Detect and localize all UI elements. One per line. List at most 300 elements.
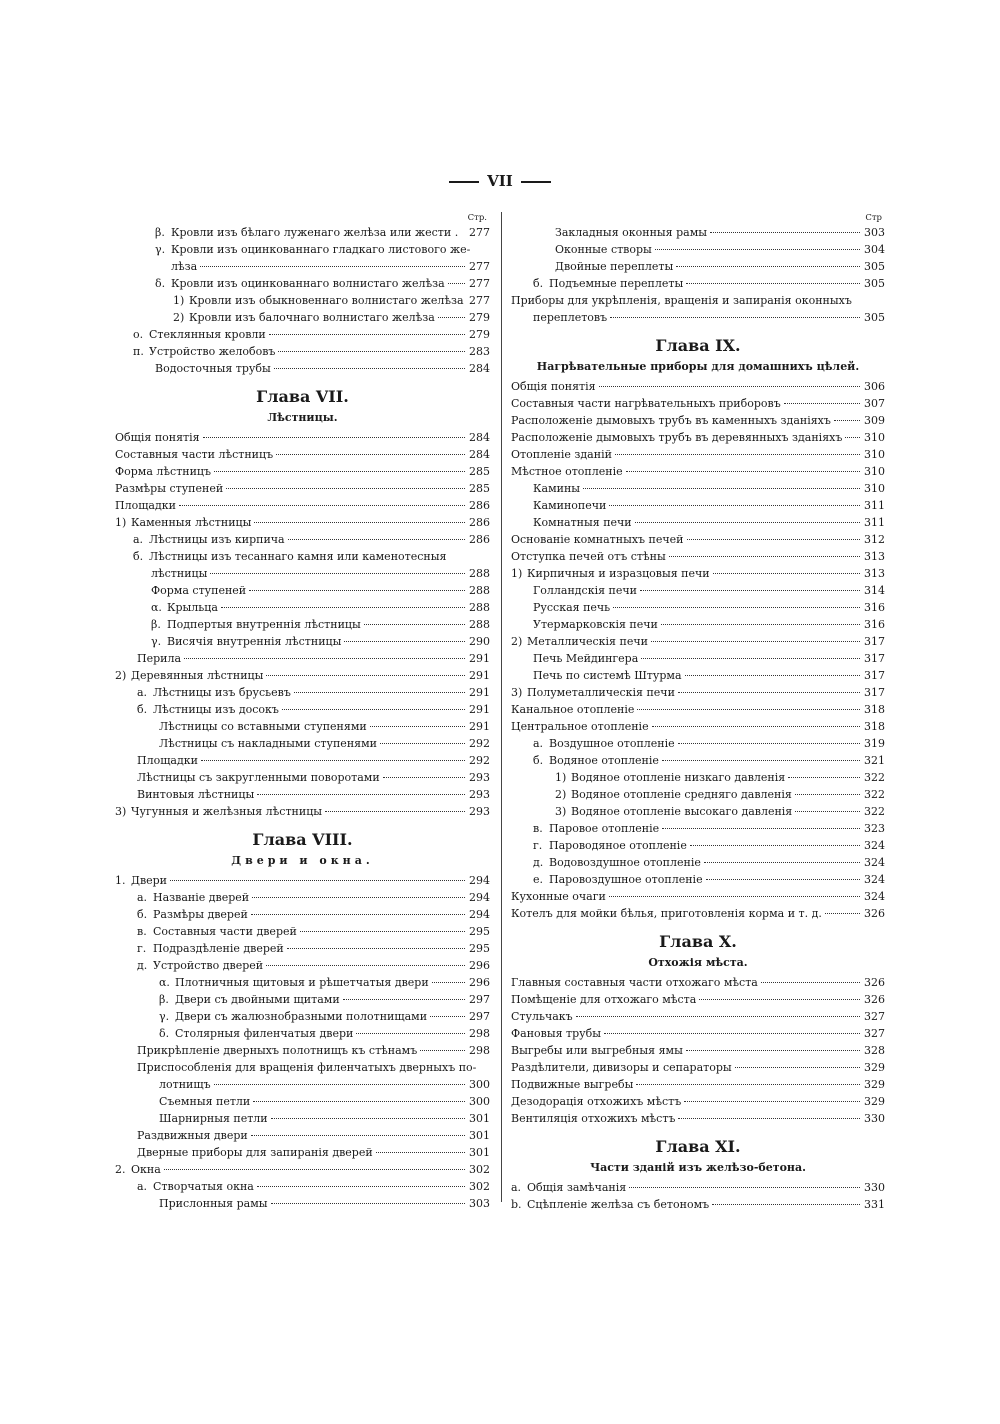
toc-entry[interactable]: [115, 514, 490, 531]
entry-title: Подраздѣленіе дверей: [153, 942, 284, 955]
dot-leader: [686, 283, 860, 284]
dot-leader: [690, 845, 860, 846]
entry-marker: б.: [533, 754, 544, 767]
entry-marker: 2): [115, 669, 127, 682]
dot-leader: [356, 1033, 465, 1034]
entry-page-number: 298: [469, 1044, 490, 1057]
toc-entry[interactable]: [511, 803, 885, 820]
dot-leader: [170, 880, 465, 881]
entry-page-number: 296: [469, 959, 490, 972]
entry-title: Двойные переплеты: [555, 260, 674, 273]
dot-leader: [678, 692, 860, 693]
entry-title: Канальное отопленіе: [511, 703, 635, 716]
entry-title: Подъемные переплеты: [549, 277, 684, 290]
toc-entry[interactable]: [511, 974, 885, 991]
entry-title: Кровли изъ балочнаго волнистаго желѣза: [189, 311, 435, 324]
toc-entry[interactable]: [511, 241, 885, 258]
dot-leader: [640, 590, 860, 591]
entry-page-number: 324: [864, 890, 885, 903]
entry-title: Площадки: [137, 754, 198, 767]
entry-title: Подвижные выгребы: [511, 1078, 634, 1091]
toc-entry[interactable]: [511, 378, 885, 395]
entry-title: Сцѣпленіе желѣза съ бетономъ: [527, 1198, 710, 1211]
entry-title: Выгребы или выгребныя ямы: [511, 1044, 683, 1057]
entry-title: Отступка печей отъ стѣны: [511, 550, 666, 563]
entry-page-number: 288: [469, 584, 490, 597]
toc-entry[interactable]: [115, 548, 490, 565]
entry-marker: γ.: [151, 635, 162, 648]
dot-leader: [364, 624, 465, 625]
entry-page-number: 329: [864, 1078, 885, 1091]
toc-entry[interactable]: [511, 224, 885, 241]
dot-leader: [655, 249, 860, 250]
toc-entry[interactable]: [115, 463, 490, 480]
dot-leader: [282, 709, 465, 710]
toc-entry[interactable]: [115, 906, 490, 923]
page-number: [0, 172, 1000, 190]
entry-title: Каминопечи: [533, 499, 607, 512]
toc-entry[interactable]: [115, 1025, 490, 1042]
dot-leader: [706, 879, 860, 880]
entry-marker: б.: [133, 550, 144, 563]
toc-entry[interactable]: [115, 974, 490, 991]
entry-title: Форма ступеней: [151, 584, 247, 597]
entry-page-number: 295: [469, 925, 490, 938]
entry-marker: α.: [151, 601, 162, 614]
dot-leader: [662, 828, 860, 829]
dot-leader: [583, 488, 860, 489]
entry-page-number: 310: [864, 465, 885, 478]
dot-leader: [249, 590, 465, 591]
toc-entry[interactable]: [115, 650, 490, 667]
entry-page-number: 294: [469, 891, 490, 904]
toc-entry[interactable]: [115, 531, 490, 548]
entry-title: Лѣстницы со вставными ступенями: [159, 720, 367, 733]
dot-leader: [604, 1033, 860, 1034]
toc-entry[interactable]: [115, 684, 490, 701]
entry-page-number: 277: [469, 226, 490, 239]
toc-entry[interactable]: [511, 1110, 885, 1127]
toc-entry[interactable]: [511, 275, 885, 292]
toc-entry[interactable]: [115, 326, 490, 343]
entry-page-number: 317: [864, 652, 885, 665]
toc-entry[interactable]: [115, 786, 490, 803]
toc-entry[interactable]: [115, 735, 490, 752]
dot-leader: [288, 539, 465, 540]
toc-entry[interactable]: [115, 1178, 490, 1195]
entry-page-number: 312: [864, 533, 885, 546]
toc-entry[interactable]: [115, 1110, 490, 1127]
entry-title: Комнатныя печи: [533, 516, 632, 529]
toc-entry[interactable]: [511, 480, 885, 497]
toc-entry[interactable]: [511, 854, 885, 871]
entry-title: Каменныя лѣстницы: [131, 516, 252, 529]
entry-page-number: 317: [864, 635, 885, 648]
toc-entry[interactable]: [115, 343, 490, 360]
toc-entry[interactable]: [511, 446, 885, 463]
toc-entry[interactable]: [115, 241, 490, 258]
entry-title: Общія понятія: [115, 431, 200, 444]
dot-leader: [438, 317, 465, 318]
entry-page-number: 288: [469, 618, 490, 631]
entry-title: Двери: [131, 874, 168, 887]
dot-leader: [383, 777, 465, 778]
toc-entry[interactable]: [511, 701, 885, 718]
dot-leader: [710, 232, 860, 233]
entry-title: Закладныя оконныя рамы: [555, 226, 708, 239]
toc-entry[interactable]: [115, 258, 490, 275]
entry-page-number: 284: [469, 362, 490, 375]
toc-entry[interactable]: [115, 667, 490, 684]
toc-entry[interactable]: [511, 786, 885, 803]
entry-title: Водяное отопленіе высокаго давленія: [571, 805, 793, 818]
entry-title: Форма лѣстницъ: [115, 465, 212, 478]
toc-entry[interactable]: [511, 650, 885, 667]
toc-entry[interactable]: [511, 1093, 885, 1110]
entry-title: Водяное отопленіе: [549, 754, 659, 767]
entry-title: Висячія внутреннія лѣстницы: [167, 635, 342, 648]
toc-entry[interactable]: [115, 940, 490, 957]
entry-page-number: 305: [864, 260, 885, 273]
entry-title: Створчатыя окна: [153, 1180, 254, 1193]
entry-page-number: 302: [469, 1180, 490, 1193]
entry-page-number: 286: [469, 499, 490, 512]
entry-page-number: 326: [864, 907, 885, 920]
entry-title: Голландскія печи: [533, 584, 637, 597]
entry-title: Центральное отопленіе: [511, 720, 649, 733]
entry-page-number: 301: [469, 1112, 490, 1125]
page-number-text: VII: [487, 172, 513, 190]
dot-leader: [432, 982, 465, 983]
toc-entry[interactable]: [115, 497, 490, 514]
entry-page-number: 329: [864, 1095, 885, 1108]
entry-page-number: 301: [469, 1146, 490, 1159]
entry-title: Кровли изъ бѣлаго луженаго желѣза или жести .: [171, 226, 459, 239]
entry-marker: г.: [533, 839, 543, 852]
dot-leader: [687, 539, 860, 540]
entry-page-number: 317: [864, 686, 885, 699]
toc-entry[interactable]: [511, 599, 885, 616]
toc-entry[interactable]: [115, 446, 490, 463]
entry-title: Перила: [137, 652, 182, 665]
toc-entry[interactable]: [511, 1008, 885, 1025]
entry-page-number: 304: [864, 243, 885, 256]
toc-entry[interactable]: [115, 582, 490, 599]
entry-marker: 2): [173, 311, 185, 324]
entry-page-number: 310: [864, 448, 885, 461]
entry-title: Печь Мейдингера: [533, 652, 639, 665]
dot-leader: [325, 811, 465, 812]
dot-leader: [343, 999, 465, 1000]
toc-entry[interactable]: [115, 360, 490, 377]
entry-title: Водовоздушное отопленіе: [549, 856, 701, 869]
dot-leader: [685, 675, 860, 676]
dot-leader: [609, 896, 860, 897]
entry-page-number: 309: [864, 414, 885, 427]
dot-leader: [576, 1016, 860, 1017]
toc-entry[interactable]: [115, 275, 490, 292]
dot-leader: [761, 982, 860, 983]
toc-entry[interactable]: [115, 1008, 490, 1025]
entry-title: Котелъ для мойки бѣлья, приготовленія корма и т. д.: [511, 907, 822, 920]
toc-entry[interactable]: [115, 1042, 490, 1059]
entry-title: Кровли изъ оцинкованнаго гладкаго листового же-: [171, 243, 471, 256]
dot-leader: [420, 1050, 465, 1051]
entry-title: Печь по системѣ Штурма: [533, 669, 682, 682]
entry-title: Раздвижныя двери: [137, 1129, 248, 1142]
right-dash: [521, 181, 551, 183]
toc-entry[interactable]: [511, 463, 885, 480]
toc-entry[interactable]: [511, 667, 885, 684]
toc-entry[interactable]: [115, 752, 490, 769]
entry-marker: γ.: [155, 243, 166, 256]
entry-page-number: 300: [469, 1095, 490, 1108]
entry-title: Дверные приборы для запиранія дверей: [137, 1146, 373, 1159]
dot-leader: [637, 709, 860, 710]
dot-leader: [266, 675, 465, 676]
entry-page-number: 288: [469, 601, 490, 614]
toc-entry[interactable]: [511, 309, 885, 326]
entry-page-number: 297: [469, 993, 490, 1006]
dot-leader: [221, 607, 465, 608]
toc-entry[interactable]: [115, 599, 490, 616]
toc-entry[interactable]: [115, 1161, 490, 1178]
toc-entry[interactable]: [511, 684, 885, 701]
entry-title: Фановыя трубы: [511, 1027, 602, 1040]
entry-page-number: 288: [469, 567, 490, 580]
dot-leader: [684, 1101, 860, 1102]
entry-title: Помѣщеніе для отхожаго мѣста: [511, 993, 697, 1006]
toc-list-right: [511, 224, 885, 1213]
entry-marker: 1.: [115, 874, 126, 887]
entry-page-number: 286: [469, 516, 490, 529]
entry-marker: б.: [137, 908, 148, 921]
toc-entry[interactable]: [115, 633, 490, 650]
entry-marker: б.: [137, 703, 148, 716]
entry-marker: б.: [533, 277, 544, 290]
entry-marker: 2): [511, 635, 523, 648]
entry-title: Шарнирныя петли: [159, 1112, 268, 1125]
entry-marker: δ.: [155, 277, 166, 290]
dot-leader: [678, 743, 860, 744]
entry-page-number: 284: [469, 431, 490, 444]
entry-page-number: 279: [469, 328, 490, 341]
entry-marker: а.: [137, 686, 148, 699]
dot-leader: [164, 1169, 465, 1170]
toc-entry[interactable]: [511, 1196, 885, 1213]
entry-title: Стеклянныя кровли: [149, 328, 266, 341]
entry-page-number: 330: [864, 1181, 885, 1194]
entry-page-number: 319: [864, 737, 885, 750]
dot-leader: [641, 658, 860, 659]
entry-title: Размѣры ступеней: [115, 482, 224, 495]
toc-entry[interactable]: [115, 769, 490, 786]
entry-title: Приспособленія для вращенія филенчатыхъ дверныхъ по-: [137, 1061, 477, 1074]
toc-entry[interactable]: [511, 905, 885, 922]
toc-entry[interactable]: [115, 923, 490, 940]
toc-entry[interactable]: [511, 582, 885, 599]
toc-entry[interactable]: [511, 548, 885, 565]
toc-entry[interactable]: [115, 292, 490, 309]
entry-page-number: 311: [864, 516, 885, 529]
entry-page-number: 291: [469, 703, 490, 716]
entry-title: Чугунныя и желѣзныя лѣстницы: [131, 805, 323, 818]
toc-entry[interactable]: [115, 1059, 490, 1076]
dot-leader: [254, 522, 465, 523]
entry-title: Лѣстницы изъ досокъ: [153, 703, 279, 716]
entry-page-number: 294: [469, 874, 490, 887]
entry-title: Окна: [131, 1163, 161, 1176]
toc-entry[interactable]: [115, 957, 490, 974]
left-dash: [449, 181, 479, 183]
toc-entry[interactable]: [511, 735, 885, 752]
dot-leader: [251, 1135, 465, 1136]
dot-leader: [662, 760, 860, 761]
dot-leader: [834, 420, 860, 421]
entry-marker: 1): [173, 294, 185, 307]
toc-entry[interactable]: [511, 752, 885, 769]
dot-leader: [253, 1101, 465, 1102]
dot-leader: [380, 743, 465, 744]
toc-entry[interactable]: [511, 565, 885, 582]
toc-entry[interactable]: [115, 565, 490, 582]
dot-leader: [214, 1084, 465, 1085]
dot-leader: [210, 573, 465, 574]
toc-entry[interactable]: [511, 633, 885, 650]
dot-leader: [252, 897, 465, 898]
dot-leader: [795, 794, 860, 795]
entry-title: Кровли изъ обыкновеннаго волнистаго желѣза: [189, 294, 464, 307]
toc-entry[interactable]: [511, 769, 885, 786]
toc-entry[interactable]: [511, 1076, 885, 1093]
entry-page-number: 293: [469, 771, 490, 784]
entry-page-number: 298: [469, 1027, 490, 1040]
entry-page-number: 317: [864, 669, 885, 682]
dot-leader: [287, 948, 465, 949]
toc-entry[interactable]: [511, 412, 885, 429]
entry-page-number: 294: [469, 908, 490, 921]
toc-entry[interactable]: [115, 224, 490, 241]
entry-title: Общія понятія: [511, 380, 596, 393]
toc-entry[interactable]: [115, 991, 490, 1008]
toc-entry[interactable]: [115, 1127, 490, 1144]
entry-title: Съемныя петли: [159, 1095, 251, 1108]
toc-entry[interactable]: [511, 1025, 885, 1042]
dot-leader: [609, 505, 860, 506]
dot-leader: [274, 368, 465, 369]
dot-leader: [276, 454, 465, 455]
entry-title: Расположеніе дымовыхъ трубъ въ каменныхъ зданіяхъ: [511, 414, 831, 427]
right-column: [511, 212, 885, 1213]
dot-leader: [344, 641, 465, 642]
toc-entry[interactable]: [511, 991, 885, 1008]
chapter-subtitle: Лѣстницы.: [267, 411, 338, 424]
entry-marker: 1): [555, 771, 567, 784]
entry-page-number: 291: [469, 652, 490, 665]
toc-entry[interactable]: [511, 497, 885, 514]
dot-leader: [610, 317, 860, 318]
toc-entry[interactable]: [511, 292, 885, 309]
toc-entry[interactable]: [115, 309, 490, 326]
toc-entry[interactable]: [115, 1195, 490, 1212]
entry-page-number: 291: [469, 720, 490, 733]
chapter-subtitle: Части зданій изъ желѣзо-бетона.: [590, 1161, 806, 1174]
dot-leader: [278, 351, 465, 352]
toc-entry[interactable]: [511, 1179, 885, 1196]
entry-page-number: 324: [864, 873, 885, 886]
entry-marker: 1): [511, 567, 523, 580]
toc-entry[interactable]: [511, 395, 885, 412]
toc-entry[interactable]: [511, 871, 885, 888]
toc-entry[interactable]: [115, 718, 490, 735]
dot-leader: [294, 692, 465, 693]
entry-marker: β.: [159, 993, 169, 1006]
toc-entry[interactable]: [511, 514, 885, 531]
page-column-label: Стр.: [467, 213, 487, 223]
entry-page-number: 293: [469, 788, 490, 801]
toc-entry[interactable]: [115, 803, 490, 820]
dot-leader: [669, 556, 860, 557]
dot-leader: [795, 811, 860, 812]
toc-entry[interactable]: [511, 531, 885, 548]
entry-page-number: 330: [864, 1112, 885, 1125]
toc-entry[interactable]: [511, 258, 885, 275]
toc-entry[interactable]: [115, 872, 490, 889]
entry-marker: д.: [137, 959, 148, 972]
toc-entry[interactable]: [511, 820, 885, 837]
entry-page-number: 310: [864, 431, 885, 444]
entry-title: Винтовыя лѣстницы: [137, 788, 255, 801]
entry-page-number: 293: [469, 805, 490, 818]
toc-entry[interactable]: [115, 889, 490, 906]
toc-entry[interactable]: [115, 616, 490, 633]
toc-entry[interactable]: [511, 616, 885, 633]
entry-page-number: 306: [864, 380, 885, 393]
dot-leader: [636, 1084, 860, 1085]
entry-title: Металлическія печи: [527, 635, 648, 648]
toc-entry[interactable]: [511, 429, 885, 446]
dot-leader: [678, 1118, 860, 1119]
toc-entry[interactable]: [115, 429, 490, 446]
toc-entry[interactable]: [115, 480, 490, 497]
entry-page-number: 310: [864, 482, 885, 495]
toc-entry[interactable]: [511, 837, 885, 854]
entry-title: Водяное отопленіе средняго давленія: [571, 788, 792, 801]
entry-title: Стульчакъ: [511, 1010, 573, 1023]
dot-leader: [200, 266, 465, 267]
toc-list-left: [115, 224, 490, 1212]
entry-page-number: 292: [469, 754, 490, 767]
dot-leader: [784, 403, 860, 404]
dot-leader: [825, 913, 860, 914]
entry-title: переплетовъ: [533, 311, 608, 324]
entry-page-number: 327: [864, 1010, 885, 1023]
toc-entry[interactable]: [115, 1144, 490, 1161]
dot-leader: [201, 760, 465, 761]
toc-entry[interactable]: [511, 1059, 885, 1076]
toc-entry[interactable]: [115, 1076, 490, 1093]
dot-leader: [635, 522, 860, 523]
toc-entry[interactable]: [115, 1093, 490, 1110]
entry-page-number: 322: [864, 771, 885, 784]
dot-leader: [251, 914, 465, 915]
toc-entry[interactable]: [511, 718, 885, 735]
toc-entry[interactable]: [511, 1042, 885, 1059]
dot-leader: [214, 471, 465, 472]
entry-title: Размѣры дверей: [153, 908, 248, 921]
toc-entry[interactable]: [115, 701, 490, 718]
toc-entry[interactable]: [511, 888, 885, 905]
